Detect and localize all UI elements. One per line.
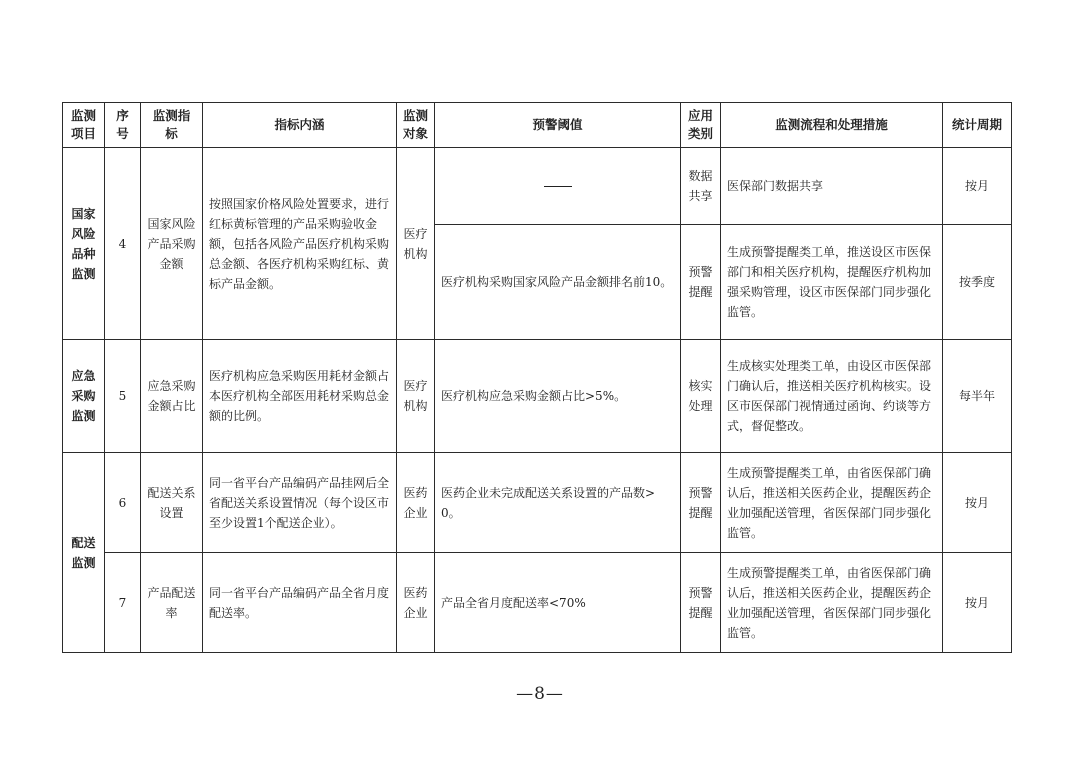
cell-category: 预警提醒 bbox=[681, 225, 721, 340]
cell-category: 核实处理 bbox=[681, 340, 721, 453]
cell-item: 应急采购监测 bbox=[63, 340, 105, 453]
cell-category: 数据共享 bbox=[681, 148, 721, 225]
cell-process: 生成预警提醒类工单，由省医保部门确认后，推送相关医药企业，提醒医药企业加强配送管理，省医保部门同步强化监管。 bbox=[721, 553, 943, 653]
header-row bbox=[63, 103, 1012, 148]
cell-indicator: 产品配送率 bbox=[141, 553, 203, 653]
table-row bbox=[63, 453, 1012, 553]
header-content: 指标内涵 bbox=[203, 103, 397, 148]
header-seq: 序号 bbox=[105, 103, 141, 148]
cell-content: 同一省平台产品编码产品挂网后全省配送关系设置情况（每个设区市至少设置1个配送企业）。 bbox=[203, 453, 397, 553]
header-item: 监测项目 bbox=[63, 103, 105, 148]
cell-category: 预警提醒 bbox=[681, 553, 721, 653]
cell-target: 医疗机构 bbox=[397, 340, 435, 453]
header-period: 统计周期 bbox=[943, 103, 1012, 148]
cell-period: 每半年 bbox=[943, 340, 1012, 453]
cell-process: 生成核实处理类工单，由设区市医保部门确认后，推送相关医疗机构核实。设区市医保部门视情通过函询、约谈等方式，督促整改。 bbox=[721, 340, 943, 453]
table-row bbox=[63, 340, 1012, 453]
cell-threshold: 医疗机构采购国家风险产品金额排名前10。 bbox=[435, 225, 681, 340]
cell-period: 按季度 bbox=[943, 225, 1012, 340]
table-row bbox=[63, 553, 1012, 653]
cell-indicator: 配送关系设置 bbox=[141, 453, 203, 553]
header-process: 监测流程和处理措施 bbox=[721, 103, 943, 148]
cell-threshold: 医药企业未完成配送关系设置的产品数>0。 bbox=[435, 453, 681, 553]
header-threshold: 预警阈值 bbox=[435, 103, 681, 148]
cell-process: 医保部门数据共享 bbox=[721, 148, 943, 225]
dash-mark bbox=[544, 186, 572, 187]
cell-process: 生成预警提醒类工单，推送设区市医保部门和相关医疗机构，提醒医疗机构加强采购管理，设区市医保部门同步强化监管。 bbox=[721, 225, 943, 340]
cell-item: 配送监测 bbox=[63, 453, 105, 653]
cell-target: 医药企业 bbox=[397, 453, 435, 553]
cell-content: 同一省平台产品编码产品全省月度配送率。 bbox=[203, 553, 397, 653]
monitoring-table bbox=[62, 102, 1012, 653]
cell-content: 医疗机构应急采购医用耗材金额占本医疗机构全部医用耗材采购总金额的比例。 bbox=[203, 340, 397, 453]
cell-content: 按照国家价格风险处置要求，进行红标黄标管理的产品采购验收金额，包括各风险产品医疗机构采购总金额、各医疗机构采购红标、黄标产品金额。 bbox=[203, 148, 397, 340]
cell-period: 按月 bbox=[943, 553, 1012, 653]
cell-period: 按月 bbox=[943, 453, 1012, 553]
header-category: 应用类别 bbox=[681, 103, 721, 148]
cell-category: 预警提醒 bbox=[681, 453, 721, 553]
cell-target: 医疗机构 bbox=[397, 148, 435, 340]
cell-process: 生成预警提醒类工单，由省医保部门确认后，推送相关医药企业，提醒医药企业加强配送管理，省医保部门同步强化监管。 bbox=[721, 453, 943, 553]
header-target: 监测对象 bbox=[397, 103, 435, 148]
cell-threshold-empty bbox=[435, 148, 681, 225]
cell-period: 按月 bbox=[943, 148, 1012, 225]
cell-target: 医药企业 bbox=[397, 553, 435, 653]
header-indicator: 监测指标 bbox=[141, 103, 203, 148]
cell-seq: 6 bbox=[105, 453, 141, 553]
cell-seq: 7 bbox=[105, 553, 141, 653]
cell-threshold: 产品全省月度配送率<70% bbox=[435, 553, 681, 653]
table-row bbox=[63, 148, 1012, 225]
cell-threshold: 医疗机构应急采购金额占比>5%。 bbox=[435, 340, 681, 453]
cell-seq: 5 bbox=[105, 340, 141, 453]
cell-seq: 4 bbox=[105, 148, 141, 340]
cell-item: 国家风险品种监测 bbox=[63, 148, 105, 340]
cell-indicator: 应急采购金额占比 bbox=[141, 340, 203, 453]
cell-indicator: 国家风险产品采购金额 bbox=[141, 148, 203, 340]
page-number: —8— bbox=[516, 684, 564, 704]
